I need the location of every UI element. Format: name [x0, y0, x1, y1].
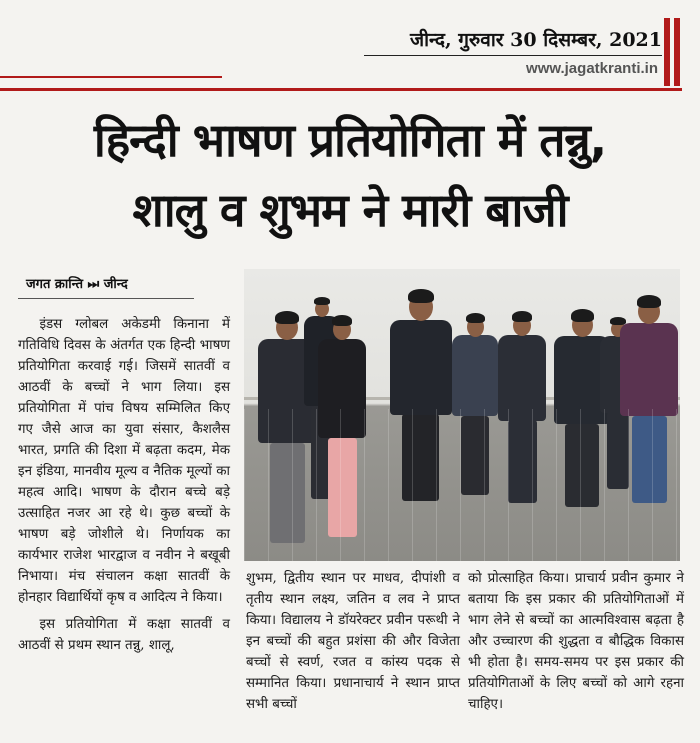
floor-tile-line: [628, 409, 629, 561]
website-url[interactable]: www.jagatkranti.in: [526, 60, 658, 77]
person-body: [452, 335, 498, 416]
person-body: [318, 339, 366, 438]
article-column-2: [246, 568, 460, 715]
article-photo: [244, 269, 680, 561]
floor-tile-line: [364, 409, 365, 561]
article-column-2-text: शुभम, द्वितीय स्थान पर माधव, दीपांशी व तृतीय स्थान लक्ष्य, जतिन व लव ने प्राप्त किया। विद्यालय ने डॉयरेक्टर प्रवीन परूथी ने इन बच्चों की बहुत प्रशंसा की और विजेता बच्चों से स्वर्ण, रजत व कांस्य पदक से सम्मानित किया। प्रधानाचार्य ने स्थान प्राप्त सभी बच्चों: [246, 571, 460, 712]
photo-person: [498, 313, 546, 503]
photo-person: [318, 317, 366, 537]
person-legs: [632, 416, 667, 503]
floor-tile-line: [532, 409, 533, 561]
floor-tile-line: [484, 409, 485, 561]
person-body: [498, 335, 546, 421]
article-paragraph-1: इंडस ग्लोबल अकेडमी किनाना में गतिविधि दिवस के अंतर्गत एक हिन्दी भाषण प्रतियोगिता करवाई गई। जिसमें सातवीं व आठवीं के बच्चों ने भाग लिया। इस प्रतियोगिता में पांच विषय सम्मिलित किए गए जैसे आज का युवा संसार, कैशलैस भारत, प्रगति की दिशा में बढ़ता कदम, मेक इन इंडिया, मानवीय मूल्य व नैतिक मूल्यों का महत्व आदि। भाषण के दौरान बच्चे बड़े उत्साहित नजर आ रहे थे। कुछ बच्चों के भाषण बड़े जोशीले थे। निर्णायक का कार्यभार राजेश भारद्वाज व नवीन ने बखूबी निभाया। मंच संचालन कक्षा सातवीं के होनहार विद्यार्थियों कृष व आदित्य ने किया।: [18, 317, 230, 605]
floor-tile-line: [508, 409, 509, 561]
article-paragraph-2: इस प्रतियोगिता में कक्षा सातवीं व आठवीं से प्रथम स्थान तन्नु, शालू,: [18, 617, 230, 653]
person-legs: [270, 443, 305, 543]
masthead-rule: [0, 88, 682, 91]
person-hair: [637, 295, 661, 308]
person-hair: [512, 311, 532, 322]
photo-person: [452, 315, 498, 495]
person-hair: [466, 313, 485, 323]
masthead-bar-right: [674, 18, 680, 86]
person-legs: [565, 424, 599, 507]
person-hair: [571, 309, 594, 322]
floor-tile-line: [388, 409, 389, 561]
article-column-1: [18, 314, 230, 656]
person-hair: [275, 311, 299, 324]
article-column-3: [468, 568, 684, 715]
article-column-3-text: को प्रोत्साहित किया। प्राचार्य प्रवीन कुमार ने बताया कि इस प्रकार की प्रतियोगिताओं में भाग लेने से बच्चों का आत्मविश्वास बढ़ता है और उच्चारण की शुद्धता व बौद्धिक विकास भी होता है। समय-समय पर इस प्रकार की प्रतियोगिताओं के लिए बच्चों को आगे रहना चाहिए।: [468, 571, 684, 712]
person-hair: [314, 297, 330, 305]
headline-line-2: शालु व शुभम ने मारी बाजी: [132, 183, 568, 237]
byline-rule: [18, 298, 194, 299]
masthead-bar-left: [664, 18, 670, 86]
person-body: [620, 323, 678, 416]
floor-tile-line: [340, 409, 341, 561]
floor-tile-line: [244, 409, 245, 561]
headline-line-1: हिन्दी भाषण प्रतियोगिता में तन्नु,: [93, 113, 607, 167]
floor-tile-line: [316, 409, 317, 561]
person-hair: [332, 315, 352, 326]
dateline: जीन्द, गुरुवार 30 दिसम्बर, 2021: [410, 29, 662, 51]
person-legs: [328, 438, 357, 537]
floor-tile-line: [604, 409, 605, 561]
photo-person: [390, 291, 452, 501]
floor-tile-line: [268, 409, 269, 561]
floor-tile-line: [676, 409, 677, 561]
person-legs: [402, 414, 439, 501]
floor-tile-line: [556, 409, 557, 561]
person-hair: [408, 289, 434, 303]
byline: जगत क्रान्ति ⏭ जीन्द: [26, 277, 128, 292]
floor-tile-line: [652, 409, 653, 561]
floor-tile-line: [580, 409, 581, 561]
floor-tile-line: [292, 409, 293, 561]
floor-tile-line: [412, 409, 413, 561]
top-left-rule: [0, 76, 222, 78]
floor-tile-line: [436, 409, 437, 561]
floor-tile-line: [460, 409, 461, 561]
person-body: [390, 320, 452, 415]
dateline-underline: [364, 55, 662, 56]
